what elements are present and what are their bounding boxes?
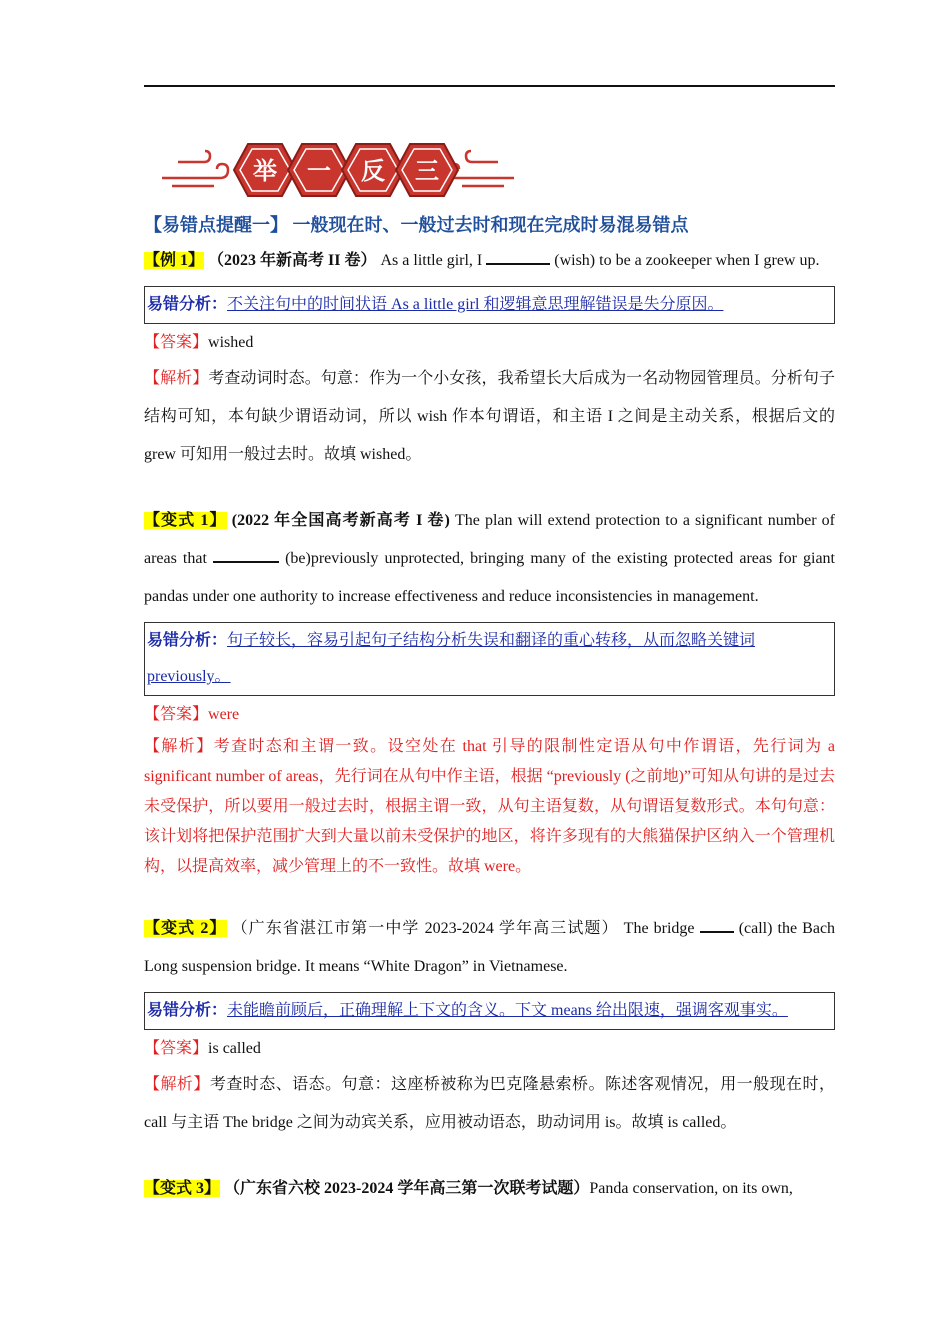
variant-2-question [144,910,835,986]
document-content [144,210,835,1208]
variant-1-answer [144,698,835,732]
example-1-explain-text: 考查动词时态。句意：作为一个小女孩，我希望长大后成为一名动物园管理员。分析句子结构可知，本句缺少谓语动词，所以 wish 作本句谓语，和主语 I 之间是主动关系，根据后文的 grew 可知用一般过去时。故填 wished。 [144,370,835,463]
variant-3-question [144,1170,835,1208]
variant-1 [144,502,835,882]
banner-char-3: 反 [361,157,385,185]
example-1-q-after: (wish) to be a zookeeper when I grew up. [554,252,820,269]
section-heading: 【易错点提醒一】 一般现在时、一般过去时和现在完成时易混易错点 [144,215,689,235]
left-cloud-ornament [162,151,228,186]
variant-1-q-before: The plan will extend protection to a significant number of areas that [144,512,836,567]
variant-2-analysis-label: 易错分析： [147,1002,228,1019]
variant-2-explanation [144,1066,835,1142]
variant-2-q-after: (call) the Bach Long suspension bridge. It means “White Dragon” in Vietnamese. [144,920,836,975]
variant-1-analysis-label: 易错分析： [147,632,228,649]
variant-1-source: (2022 年全国高考新高考 I 卷) [231,512,450,529]
variant-2-q-before: The bridge [623,920,695,937]
variant-1-answer-label: 【答案】 [144,706,209,723]
variant-3-q-before: Panda conservation, on its own, [589,1180,793,1197]
variant-3 [144,1170,835,1208]
example-1-q-before: As a little girl, I [380,252,483,269]
variant-1-question [144,502,835,616]
example-1 [144,242,835,474]
example-1-analysis-label: 易错分析： [147,296,228,313]
variant-2-tag: 【变式 2】 [144,920,227,937]
variant-1-explanation [144,732,835,882]
variant-1-q-after: (be)previously unprotected, bringing many of the existing protected areas for giant pandas under one authority to increase effectiveness and reduce inconsistencies in management. [144,550,836,605]
variant-2-blank[interactable] [700,917,734,933]
variant-2-analysis-box [144,992,835,1030]
variant-2-answer-label: 【答案】 [144,1040,209,1057]
example-1-answer [144,326,835,360]
banner-ju-yi-fan-san [158,138,518,202]
variant-3-tag: 【变式 3】 [144,1180,221,1197]
example-1-analysis-box [144,286,835,324]
variant-1-blank[interactable] [213,547,279,563]
variant-2-analysis-text: 未能瞻前顾后，正确理解上下文的含义。下文 means 给出限速，强调客观事实。 [227,1002,788,1019]
variant-1-analysis-text: 句子较长，容易引起句子结构分析失误和翻译的重心转移，从而忽略关键词 previously。 [147,632,756,685]
variant-2-answer-value: is called [208,1040,261,1057]
variant-1-explain-text: 考查时态和主谓一致。设空处在 that 引导的限制性定语从句中作谓语，先行词为 a significant number of areas，先行词在从句中作主语，根据 “previously (之前地)”可知从句讲的是过去未受保护，所以要用一般过去时，根据主谓一致，从句主语复数，从句谓语复数形式。本句句意：该计划将把保护范围扩大到大量以前未受保护的地区，将许多现有的大熊猫保护区纳入一个管理机构，以提高效率，减少管理上的不一致性。故填 were。 [144,738,836,875]
example-1-blank[interactable] [486,249,550,265]
example-1-question [144,242,835,280]
example-1-explain-label: 【解析】 [144,370,209,387]
variant-1-tag: 【变式 1】 [144,512,227,529]
variant-1-explain-label: 【解析】 [144,738,214,755]
example-1-answer-value: wished [208,334,254,351]
example-1-answer-label: 【答案】 [144,334,209,351]
variant-2-explain-text: 考查时态、语态。句意：这座桥被称为巴克隆悬索桥。陈述客观情况，用一般现在时，call 与主语 The bridge 之间为动宾关系，应用被动语态，助动词用 is。故填 is called。 [144,1076,835,1131]
variant-2-source: （广东省湛江市第一中学 2023-2024 学年高三试题） [231,920,619,937]
banner-char-1: 举 [253,157,277,185]
variant-3-source: （广东省六校 2023-2024 学年高三第一次联考试题） [224,1180,590,1197]
example-1-source: （2023 年新高考 II 卷） [208,252,377,269]
variant-1-analysis-box [144,622,835,696]
variant-2-explain-label: 【解析】 [144,1076,210,1093]
example-1-explanation [144,360,835,474]
banner-char-2: 一 [307,157,331,185]
example-1-analysis-text: 不关注句中的时间状语 As a little girl 和逻辑意思理解错误是失分原因。 [227,296,724,313]
example-1-tag: 【例 1】 [144,252,205,269]
banner-char-4: 三 [415,157,439,185]
header-rule [144,85,835,87]
variant-1-answer-value: were [208,706,240,723]
variant-2-answer [144,1032,835,1066]
variant-2 [144,910,835,1142]
